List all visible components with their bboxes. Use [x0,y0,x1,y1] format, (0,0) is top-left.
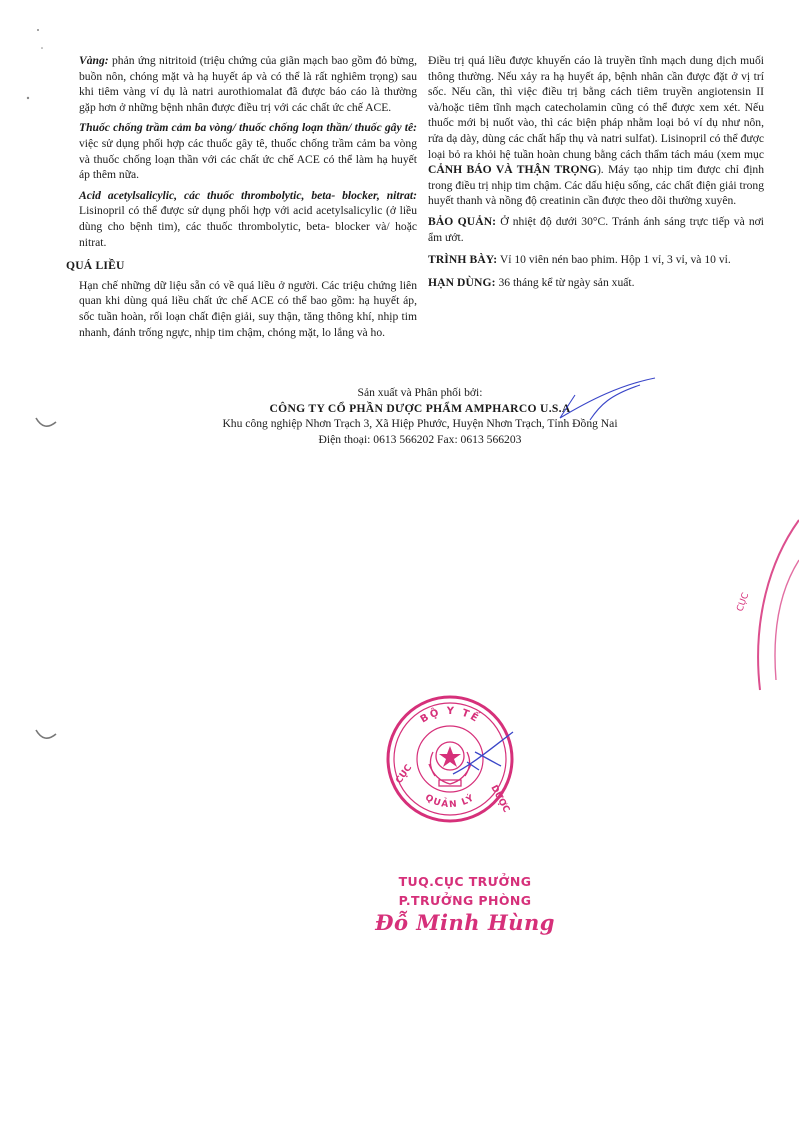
partial-stamp-text: CỤC [735,591,752,614]
treatment-reference: CẢNH BÁO VÀ THẬN TRỌNG [428,163,597,177]
packaging-text: Vỉ 10 viên nén bao phim. Hộp 1 vỉ, 3 vỉ, và 10 vỉ. [497,253,731,267]
national-emblem-icon [429,742,471,786]
approval-line-1: TUQ.CỤC TRƯỞNG [398,874,532,889]
tricyclic-label: Thuốc chống trầm cảm ba vòng/ thuốc chống loạn thần/ thuốc gây tê: [79,121,417,135]
company-name: CÔNG TY CỔ PHẦN DƯỢC PHẨM AMPHARCO U.S.A [269,401,571,415]
storage-label: BẢO QUẢN: [428,214,497,228]
expiry-label: HẠN DÙNG: [428,275,496,289]
svg-text:QUẢN LÝ [423,791,477,810]
treatment-text-1: Điều trị quá liều được khuyến cáo là truyền tĩnh mạch dung dịch muối thông thường. Nếu xảy ra hạ huyết áp, bệnh nhân cần được đặt ở vị trí sốc. Nếu cần, thì việc điều trị bằng cách tiêm truyền angiotensin II và/hoặc tiêm tĩnh mạch catecholamin cũng có thể được xem xét. Nếu thuốc mới bị nuốt vào, thì các biện pháp nhằm loại bỏ ví dụ như nôn, rửa dạ dày, dùng các chất hấp thụ và natri sulfat). Lisinopril có thể được loại bỏ ra khỏi hệ tuần hoàn chung bằng cách thẩm tách máu (xem mục [428,54,764,161]
punch-hole-mark-top [36,418,56,426]
storage-text: Ở nhiệt độ dưới 30°C. Tránh ánh sáng trực tiếp và nơi ẩm ướt. [428,214,764,244]
signatory-name: Đỗ Minh Hùng [375,910,555,935]
speck [27,97,29,99]
official-stamp [383,692,517,826]
gold-label: Vàng: [79,54,109,67]
company-address: Khu công nghiệp Nhơn Trạch 3, Xã Hiệp Phước, Huyện Nhơn Trạch, Tỉnh Đồng Nai [222,417,618,431]
stamp-bottom-text: QUẢN LÝ [423,792,477,811]
stamp-left-text: CỤC [394,763,415,786]
stamp-right-text: DƯỢC [488,783,512,815]
speck [41,47,43,49]
partial-stamp-arc-inner [775,560,799,680]
tricyclic-text: việc sử dụng phối hợp các thuốc gây tê, thuốc chống trầm cảm ba vòng và thuốc chống loạn thần với các chất ức chế ACE có thể làm hạ huyết áp thêm nữa. [79,136,417,182]
treatment-text-2: ). Máy tạo nhịp tim được chỉ định trong điều trị nhịp tim chậm. Các dấu hiệu sống, các chất điện giải trong huyết thanh và nồng độ creatinin cần được theo dõi thường xuyên. [428,163,765,208]
asa-label: Acid acetylsalicylic, các thuốc thrombolytic, beta- blocker, nitrat: [79,188,417,202]
expiry-text: 36 tháng kể từ ngày sản xuất. [495,275,635,289]
signature-stroke-top [560,378,655,420]
gold-text: phản ứng nitritoid (triệu chứng của giãn mạch bao gồm đỏ bừng, buồn nôn, chóng mặt và hạ huyết áp và có thể là rất nghiêm trọng) sau khi tiêm vàng ví dụ là natri aurothiomalat đã được báo cáo là thường gặp hơn ở những bệnh nhân được điều trị với các chất ức chế ACE. [79,54,417,114]
produced-by-line: Sản xuất và Phân phối bởi: [357,386,483,399]
overdose-heading: QUÁ LIỀU [66,259,125,273]
punch-hole-mark-bottom [36,730,56,738]
approval-block [355,872,575,936]
asa-text: Lisinopril có thể được sử dụng phối hợp với acid acetylsalicylic (ở liều dùng cho bệnh tim), các thuốc thrombolytic, beta- blocker và/ hoặc nitrat. [79,204,417,249]
partial-stamp-arc [758,520,799,690]
approval-line-2: P.TRƯỞNG PHÒNG [398,893,532,908]
company-phone: Điện thoại: 0613 566202 Fax: 0613 566203 [318,432,522,446]
stamp-top-text: BỘ Y TẾ [418,705,482,726]
speck [37,29,39,31]
packaging-label: TRÌNH BÀY: [428,253,498,267]
overdose-paragraph: Hạn chế những dữ liệu sẵn có về quá liều ở người. Các triệu chứng liên quan khi dùng quá liều chất ức chế ACE có thể bao gồm: hạ huyết áp, sốc tuần hoàn, rối loạn chất điện giải, suy thận, tăng thông khí, nhịp tim nhanh, đánh trống ngực, nhịp tim chậm, chóng mặt, lo lắng và ho. [79,278,417,339]
